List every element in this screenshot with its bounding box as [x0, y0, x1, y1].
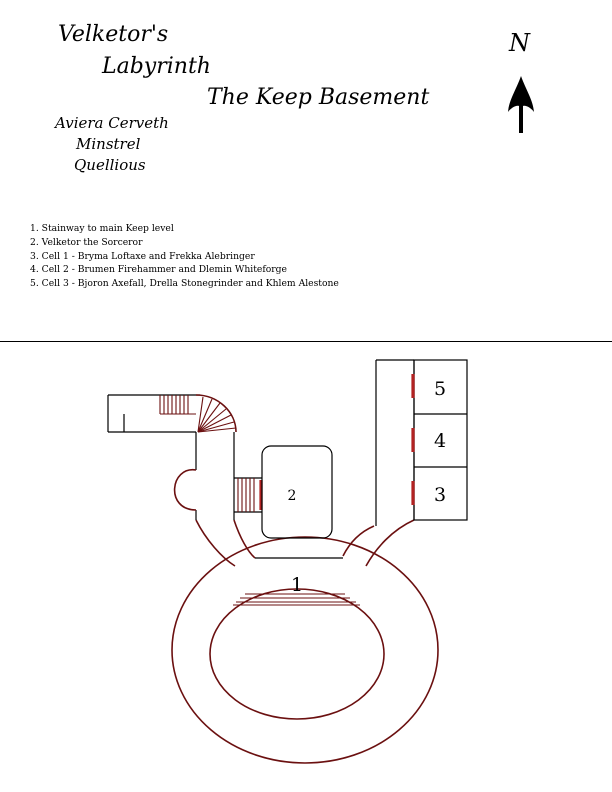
- map-title-line2: Labyrinth: [102, 54, 211, 79]
- legend-item: 2. Velketor the Sorceror: [30, 236, 143, 248]
- author-name: Minstrel: [76, 135, 141, 153]
- label-cell1: 3: [433, 484, 447, 506]
- author-name: Quellious: [74, 156, 146, 174]
- author-name: Aviera Cerveth: [55, 114, 169, 132]
- right-corridor: [376, 360, 414, 526]
- legend-item: 3. Cell 1 - Bryma Loftaxe and Frekka Alebringer: [30, 250, 255, 262]
- left-alcove-wall: [175, 470, 196, 510]
- legend-item: 4. Cell 2 - Brumen Firehammer and Dlemin Whiteforge: [30, 264, 287, 276]
- spiral-stair-steps: [198, 397, 236, 432]
- legend-item: 1. Stainway to main Keep level: [30, 223, 174, 234]
- compass-north-letter: N: [509, 29, 530, 57]
- map-title-line1: Velketor's: [58, 22, 169, 47]
- label-cell3: 5: [433, 378, 447, 400]
- label-sorceror-room: 2: [287, 488, 297, 504]
- sorceror-room: [262, 446, 332, 538]
- upper-stair-steps: [160, 395, 196, 414]
- room2-entry-steps: [234, 478, 262, 512]
- left-corridor-outer-wall: [196, 520, 235, 566]
- label-cell2: 4: [433, 430, 447, 452]
- oval-chamber-outer-wall: [172, 537, 438, 763]
- map-subtitle: The Keep Basement: [207, 85, 430, 110]
- oval-chamber-inner-wall: [210, 589, 384, 719]
- label-stairway: 1: [290, 574, 304, 596]
- left-passage-walls: [196, 432, 234, 520]
- legend-item: 5. Cell 3 - Bjoron Axefall, Drella Stonegrinder and Khlem Alestone: [30, 278, 339, 290]
